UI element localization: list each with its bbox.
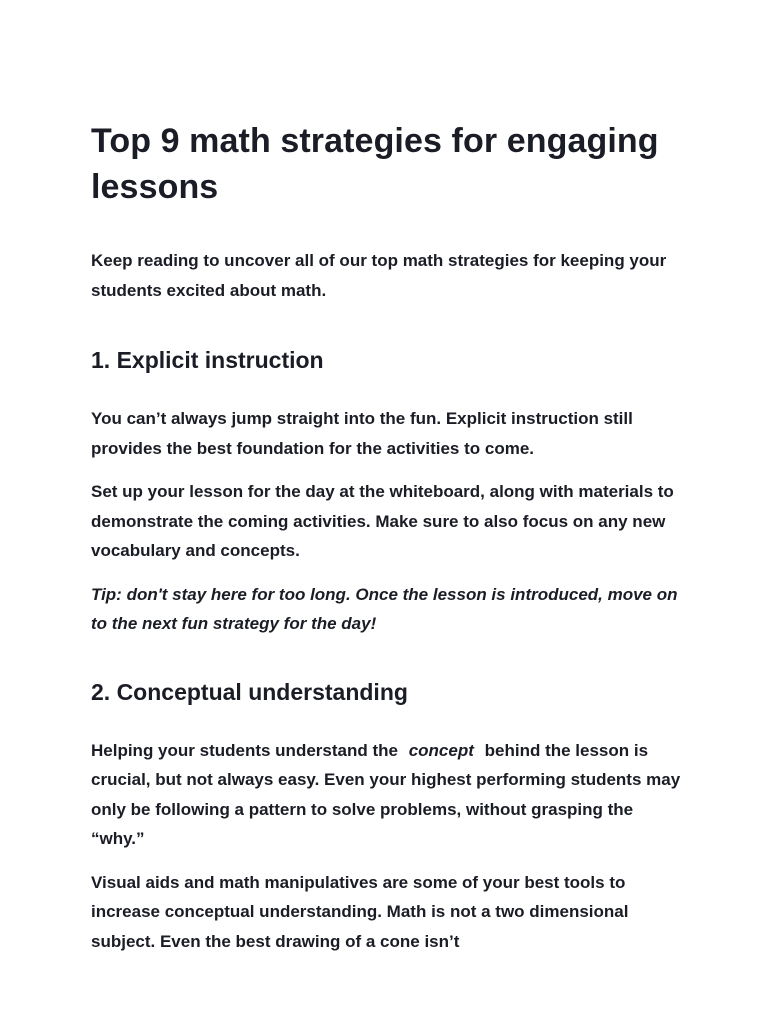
article [91, 118, 691, 956]
paragraph: Set up your lesson for the day at the whiteboard, along with materials to demonstrate the coming activities. Make sure to also focus on any new vocabulary and concepts. [91, 482, 674, 560]
paragraph [91, 736, 691, 854]
section-heading-explicit-instruction: 1. Explicit instruction [91, 347, 324, 373]
tip-paragraph: Tip: don't stay here for too long. Once the lesson is introduced, move on to the next fun strategy for the day! [91, 584, 678, 633]
paragraph: Visual aids and math manipulatives are some of your best tools to increase conceptual understanding. Math is not a two dimensional subject. Even the best drawing of a cone isn’t [91, 872, 629, 951]
page-title: Top 9 math strategies for engaging lessons [91, 122, 659, 206]
section-heading-conceptual-understanding: 2. Conceptual understanding [91, 678, 408, 705]
intro-paragraph: Keep reading to uncover all of our top math strategies for keeping your students excited about math. [91, 251, 667, 300]
paragraph: You can’t always jump straight into the fun. Explicit instruction still provides the best foundation for the activities to come. [91, 409, 633, 458]
emphasis-text: concept [408, 740, 474, 760]
paragraph-text: Helping your students understand the [91, 740, 398, 760]
paragraph-text: behind the lesson is crucial, but not always easy. Even your highest performing students may only be following a pattern to solve problems, without grasping the “why.” [91, 740, 681, 848]
